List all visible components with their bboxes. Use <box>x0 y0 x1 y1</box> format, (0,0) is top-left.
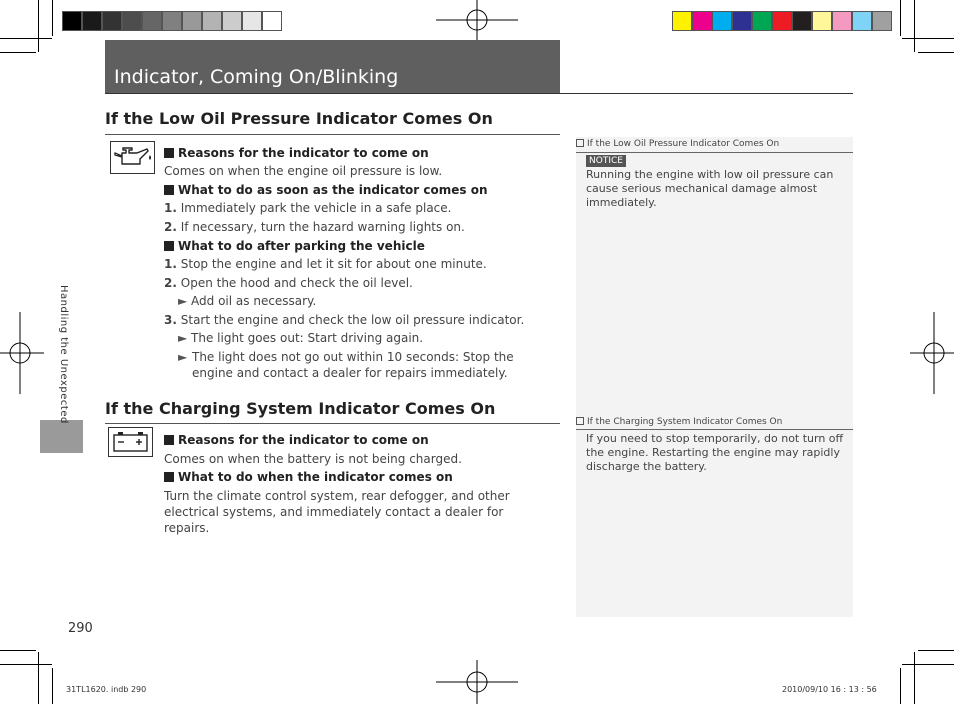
after-heading: What to do after parking the vehicle <box>164 239 425 253</box>
battery-icon <box>109 428 152 456</box>
panel-header: If the Charging System Indicator Comes On <box>576 417 782 427</box>
panel-text: Running the engine with low oil pressure can cause serious mechanical damage almost immediately. <box>586 168 834 209</box>
crop-mark <box>914 0 915 52</box>
color-swatch <box>732 11 752 31</box>
crop-mark <box>918 52 954 53</box>
page-title: Indicator, Coming On/Blinking <box>114 66 399 88</box>
title-rule <box>105 93 853 94</box>
reasons-heading: Reasons for the indicator to come on <box>164 146 429 160</box>
step-item: 1. Stop the engine and let it sit for about one minute. <box>164 257 487 271</box>
crop-mark <box>902 38 954 39</box>
color-swatch <box>122 11 142 31</box>
crop-mark <box>38 652 39 704</box>
reasons-text: Comes on when the battery is not being charged. <box>164 452 462 466</box>
notice-badge: NOTICE <box>586 155 626 167</box>
gray-color-bar <box>62 11 282 31</box>
color-swatch <box>162 11 182 31</box>
color-swatch <box>102 11 122 31</box>
crop-mark <box>0 52 36 53</box>
color-bar <box>672 11 892 31</box>
panel-text: If you need to stop temporarily, do not turn off the engine. Restarting the engine may rapidly discharge the battery. <box>586 432 844 473</box>
section-rule <box>105 423 560 424</box>
crop-mark <box>902 664 954 665</box>
crop-mark <box>900 0 901 36</box>
color-swatch <box>202 11 222 31</box>
crop-mark <box>0 664 52 665</box>
color-swatch <box>142 11 162 31</box>
registration-mark-icon <box>436 0 518 44</box>
crop-mark <box>0 650 36 651</box>
color-swatch <box>812 11 832 31</box>
section-heading-charging: If the Charging System Indicator Comes On <box>105 399 496 418</box>
color-swatch <box>242 11 262 31</box>
chapter-tab <box>40 420 83 453</box>
color-swatch <box>792 11 812 31</box>
sub-step: ► Add oil as necessary. <box>178 294 317 308</box>
step-item: 1. Immediately park the vehicle in a safe place. <box>164 201 452 215</box>
section-rule <box>105 134 560 135</box>
footer-timestamp: 2010/09/10 16 : 13 : 56 <box>782 685 877 694</box>
oil-indicator-box <box>110 141 155 174</box>
crop-mark <box>918 650 954 651</box>
color-swatch <box>772 11 792 31</box>
step-item: 2. Open the hood and check the oil level. <box>164 276 413 290</box>
section-heading-oil: If the Low Oil Pressure Indicator Comes On <box>105 109 493 128</box>
color-swatch <box>62 11 82 31</box>
crop-mark <box>38 0 39 52</box>
charging-indicator-box <box>108 427 153 457</box>
reference-icon <box>576 417 584 425</box>
color-swatch <box>832 11 852 31</box>
chapter-label: Handling the Unexpected <box>58 285 69 424</box>
todo-heading: What to do when the indicator comes on <box>164 470 453 484</box>
color-swatch <box>852 11 872 31</box>
reasons-text: Comes on when the engine oil pressure is low. <box>164 164 443 178</box>
crop-mark <box>52 668 53 704</box>
oil-can-icon <box>111 142 154 173</box>
panel-header: If the Low Oil Pressure Indicator Comes On <box>576 139 779 149</box>
panel-rule <box>576 429 853 430</box>
crop-mark <box>52 0 53 36</box>
color-swatch <box>262 11 282 31</box>
registration-mark-icon <box>436 660 518 704</box>
page-number: 290 <box>68 621 93 636</box>
crop-mark <box>0 38 52 39</box>
sub-step: ► The light does not go out within 10 seconds: Stop the engine and contact a dealer for repairs immediately. <box>178 350 514 380</box>
color-swatch <box>692 11 712 31</box>
color-swatch <box>672 11 692 31</box>
color-swatch <box>752 11 772 31</box>
color-swatch <box>222 11 242 31</box>
step-item: 2. If necessary, turn the hazard warning lights on. <box>164 220 465 234</box>
panel-rule <box>576 152 853 153</box>
footer-file: 31TL1620. indb 290 <box>66 685 147 694</box>
color-swatch <box>182 11 202 31</box>
reasons-heading: Reasons for the indicator to come on <box>164 433 429 447</box>
color-swatch <box>712 11 732 31</box>
color-swatch <box>82 11 102 31</box>
asap-heading: What to do as soon as the indicator comes on <box>164 183 488 197</box>
step-item: 3. Start the engine and check the low oil pressure indicator. <box>164 313 525 327</box>
registration-mark-icon <box>0 312 44 394</box>
color-swatch <box>872 11 892 31</box>
crop-mark <box>900 668 901 704</box>
sub-step: ► The light goes out: Start driving again. <box>178 331 424 345</box>
reference-icon <box>576 139 584 147</box>
todo-text: Turn the climate control system, rear defogger, and other electrical systems, and immediately contact a dealer for repairs. <box>164 489 510 535</box>
registration-mark-icon <box>910 312 954 394</box>
crop-mark <box>914 652 915 704</box>
